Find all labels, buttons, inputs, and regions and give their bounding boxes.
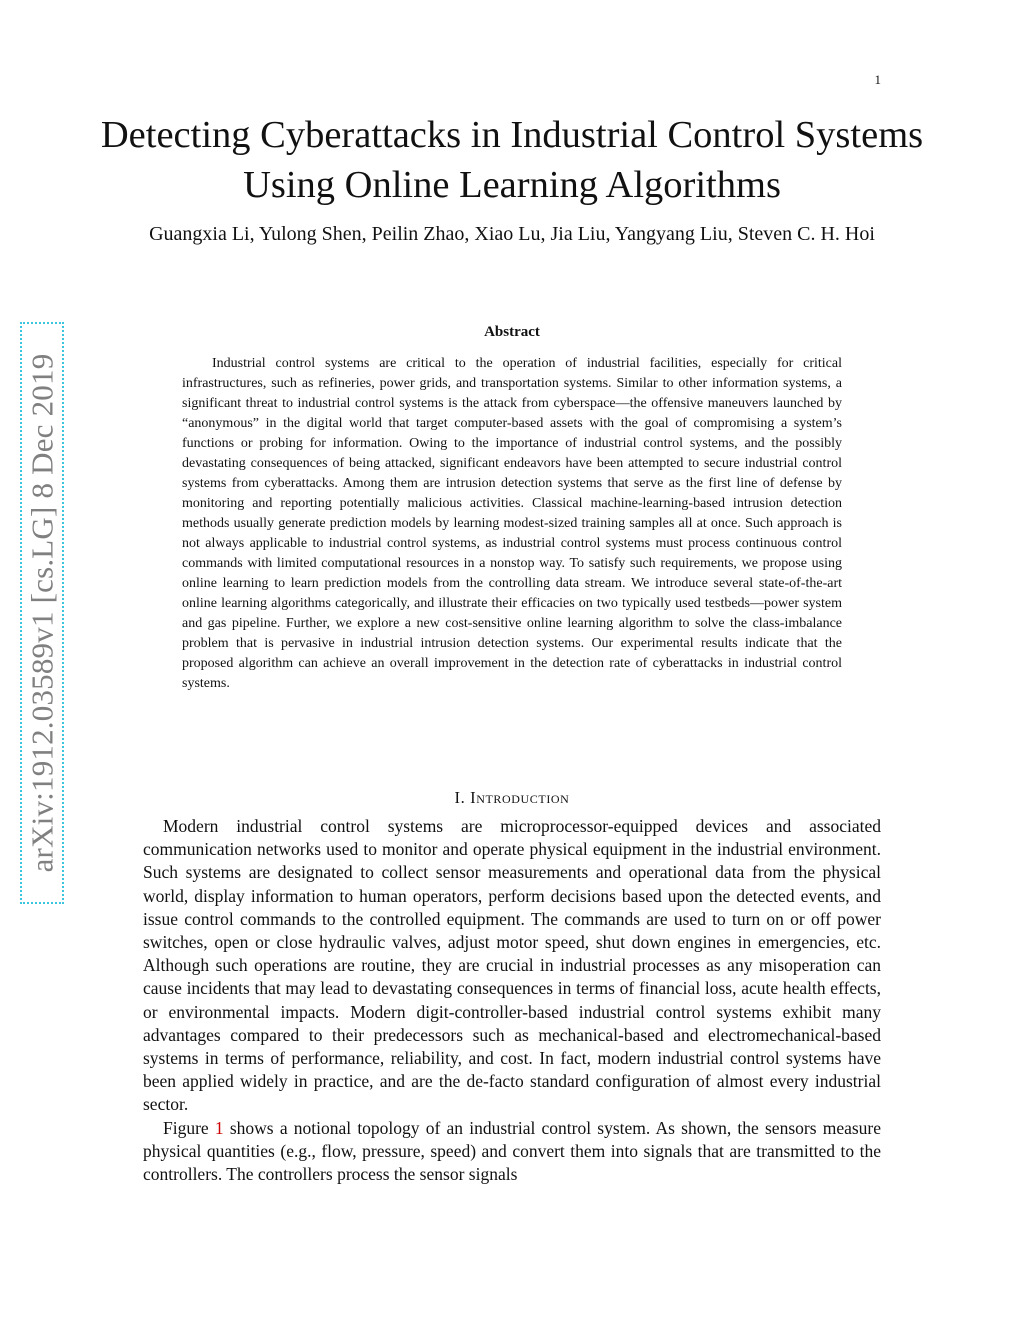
paragraph-2-start: Figure	[163, 1117, 209, 1138]
arxiv-stamp	[20, 322, 64, 904]
introduction-body	[143, 815, 881, 1186]
paragraph-2	[143, 1117, 881, 1187]
abstract-heading: Abstract	[484, 324, 540, 340]
section-title: Introduction	[470, 788, 570, 807]
paragraph-1: Modern industrial control systems are microprocessor-equipped devices and associated communication networks used to monitor and operate physical equipment in the industrial environment. Such systems are designated to collect sensor measurements and operational data from the physical world, display information to human operators, perform decisions based upon the detected events, and issue control commands to the controlled equipment. The commands are used to turn on or off power switches, open or close hydraulic valves, adjust motor speed, shut down engines in emergencies, etc. Although such operations are routine, they are crucial in industrial processes as any misoperation can cause incidents that may lead to devastating consequences in terms of financial loss, acute health effects, or environmental impacts. Modern digit-controller-based industrial control systems exhibit many advantages compared to their predecessors such as mechanical-based and electromechanical-based systems in terms of performance, reliability, and cost. In fact, modern industrial control systems have been applied widely in practice, and are the de-facto standard configuration of almost every industrial sector.	[143, 816, 881, 1115]
arxiv-identifier: arXiv:1912.03589v1 [cs.LG] 8 Dec 2019	[24, 353, 60, 873]
author-list: Guangxia Li, Yulong Shen, Peilin Zhao, Xiao Lu, Jia Liu, Yangyang Liu, Steven C. H. Hoi	[149, 223, 875, 245]
section-heading	[143, 788, 881, 808]
paper-title: Detecting Cyberattacks in Industrial Control Systems Using Online Learning Algorithms	[100, 114, 924, 206]
abstract-text: Industrial control systems are critical to the operation of industrial facilities, especially for critical infrastructures, such as refineries, power grids, and transportation systems. Similar to other information systems, a significant threat to industrial control systems is the attack from cyberspace—the offensive maneuvers launched by “anonymous” in the digital world that target computer-based assets with the goal of compromising a system’s functions or probing for information. Owing to the importance of industrial control systems, and the possibly devastating consequences of being attacked, significant endeavors have been attempted to secure industrial control systems from cyberattacks. Among them are intrusion detection systems that serve as the first line of defense by monitoring and reporting potentially malicious activities. Classical machine-learning-based intrusion detection methods usually generate prediction models by learning modest-sized training samples all at once. Such approach is not always applicable to industrial control systems, as industrial control systems must process continuous control commands with limited computational resources in a nonstop way. To satisfy such requirements, we propose using online learning to learn prediction models from the controlling data stream. We introduce several state-of-the-art online learning algorithms categorically, and illustrate their efficacies on two typically used testbeds—power system and gas pipeline. Further, we explore a new cost-sensitive online learning algorithm to solve the class-imbalance problem that is pervasive in industrial intrusion detection systems. Our experimental results indicate that the proposed algorithm can achieve an overall improvement in the detection rate of cyberattacks in industrial control systems.	[182, 356, 842, 691]
figure-reference-link[interactable]: 1	[214, 1117, 224, 1138]
paragraph-2-rest: shows a notional topology of an industrial control system. As shown, the sensors measure physical quantities (e.g., flow, pressure, speed) and convert them into signals that are transmitted to the controllers. The controllers process the sensor signals	[143, 1117, 882, 1185]
page-number: 1	[874, 72, 881, 87]
section-number: I.	[454, 788, 466, 807]
